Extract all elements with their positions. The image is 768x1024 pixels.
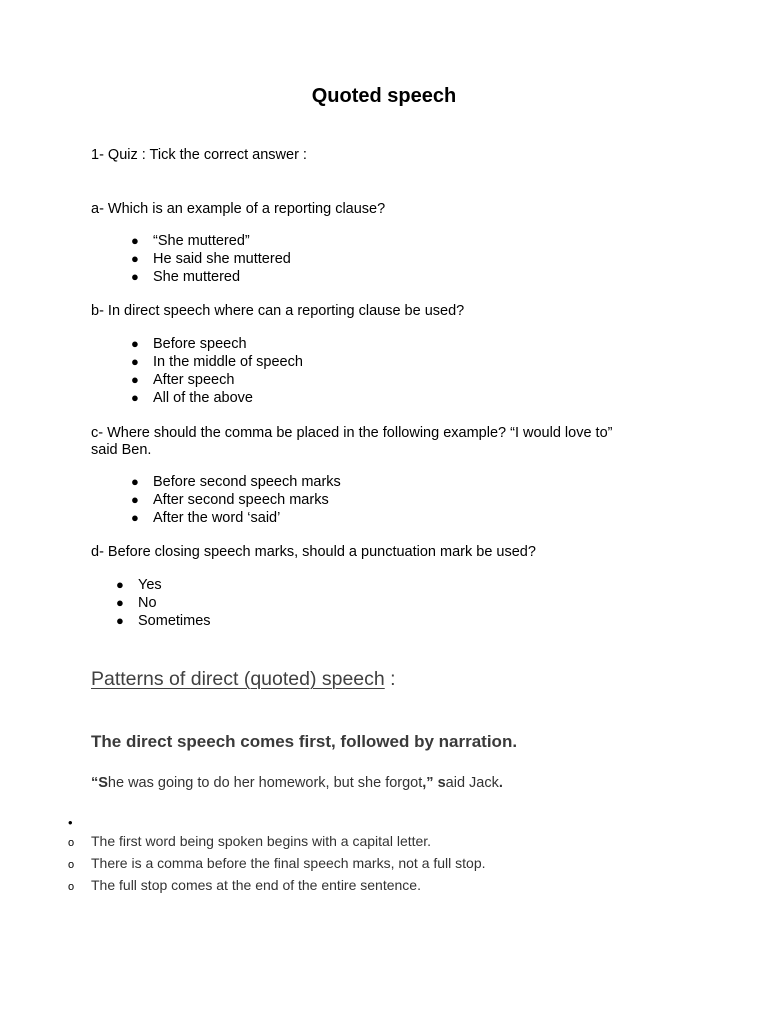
option-text: All of the above [153,390,253,406]
list-item [131,268,291,286]
option-text: He said she muttered [153,251,291,267]
bullet-icon: ● [131,492,139,507]
example-part2: aid Jack [445,775,499,791]
list-item [131,389,303,407]
bullet-icon: ● [131,390,139,405]
section-heading-text: Patterns of direct (quoted) speech [91,668,385,690]
bullet-icon: • [68,815,73,830]
note-text: There is a comma before the final speech marks, not a full stop. [91,855,486,871]
list-item [68,874,486,896]
list-item [116,612,211,630]
list-item [68,852,486,874]
list-item [131,232,291,250]
note-text: The full stop comes at the end of the entire sentence. [91,877,421,893]
option-text: Yes [138,577,162,593]
list-item [116,576,211,594]
question-b-options [131,335,303,407]
full-stop: . [498,775,503,791]
note-text: The first word being spoken begins with a capital letter. [91,833,432,849]
circle-bullet-icon: o [68,837,75,849]
question-c-line1: c- Where should the comma be placed in the following example? “I would love to” [91,425,613,441]
example-part1: he was going to do her homework, but she forgot [107,775,423,791]
list-item [131,491,341,509]
section-heading [91,668,396,691]
option-text: After second speech marks [153,492,329,508]
comma-close-quote: ,” [422,775,434,791]
question-d-options [116,576,211,630]
option-text: Sometimes [138,613,211,629]
section-heading-colon: : [384,668,396,690]
list-item [131,353,303,371]
option-text: Before speech [153,336,247,352]
circle-bullet-icon: o [68,859,75,871]
option-text: She muttered [153,269,241,285]
list-item [116,594,211,612]
option-text: After speech [153,372,235,388]
list-item [131,473,341,491]
option-text: No [138,595,157,611]
question-d: d- Before closing speech marks, should a punctuation mark be used? [91,544,536,560]
bullet-icon: ● [131,474,139,489]
list-item [131,335,303,353]
quiz-intro: 1- Quiz : Tick the correct answer : [91,147,307,163]
question-b: b- In direct speech where can a reporting clause be used? [91,303,465,319]
bullet-icon: ● [131,251,139,266]
bullet-icon: ● [131,336,139,351]
bullet-icon: ● [131,510,139,525]
option-text: In the middle of speech [153,354,303,370]
bullet-icon: ● [116,613,124,628]
bullet-icon: ● [116,595,124,610]
list-item [68,830,486,852]
list-item [131,250,291,268]
lowercase-letter: s [437,775,446,791]
section-subheading: The direct speech comes first, followed by narration. [91,732,518,751]
capital-letter: S [98,775,108,791]
page-title: Quoted speech [311,85,457,107]
bullet-icon: ● [131,233,139,248]
question-c-options [131,473,341,527]
circle-bullet-icon: o [68,881,75,893]
option-text: “She muttered” [153,233,250,249]
list-item [131,371,303,389]
option-text: Before second speech marks [153,474,341,490]
bullet-icon: ● [131,269,139,284]
bullet-icon: ● [116,577,124,592]
question-c-line2: said Ben. [91,442,152,458]
bullet-icon: ● [131,354,139,369]
example-sentence [91,775,503,791]
list-item [131,509,341,527]
option-text: After the word ‘said’ [153,510,281,526]
notes-list [68,830,486,896]
question-a: a- Which is an example of a reporting clause? [91,201,386,217]
question-a-options [131,232,291,286]
bullet-icon: ● [131,372,139,387]
open-quote: “ [91,775,99,791]
